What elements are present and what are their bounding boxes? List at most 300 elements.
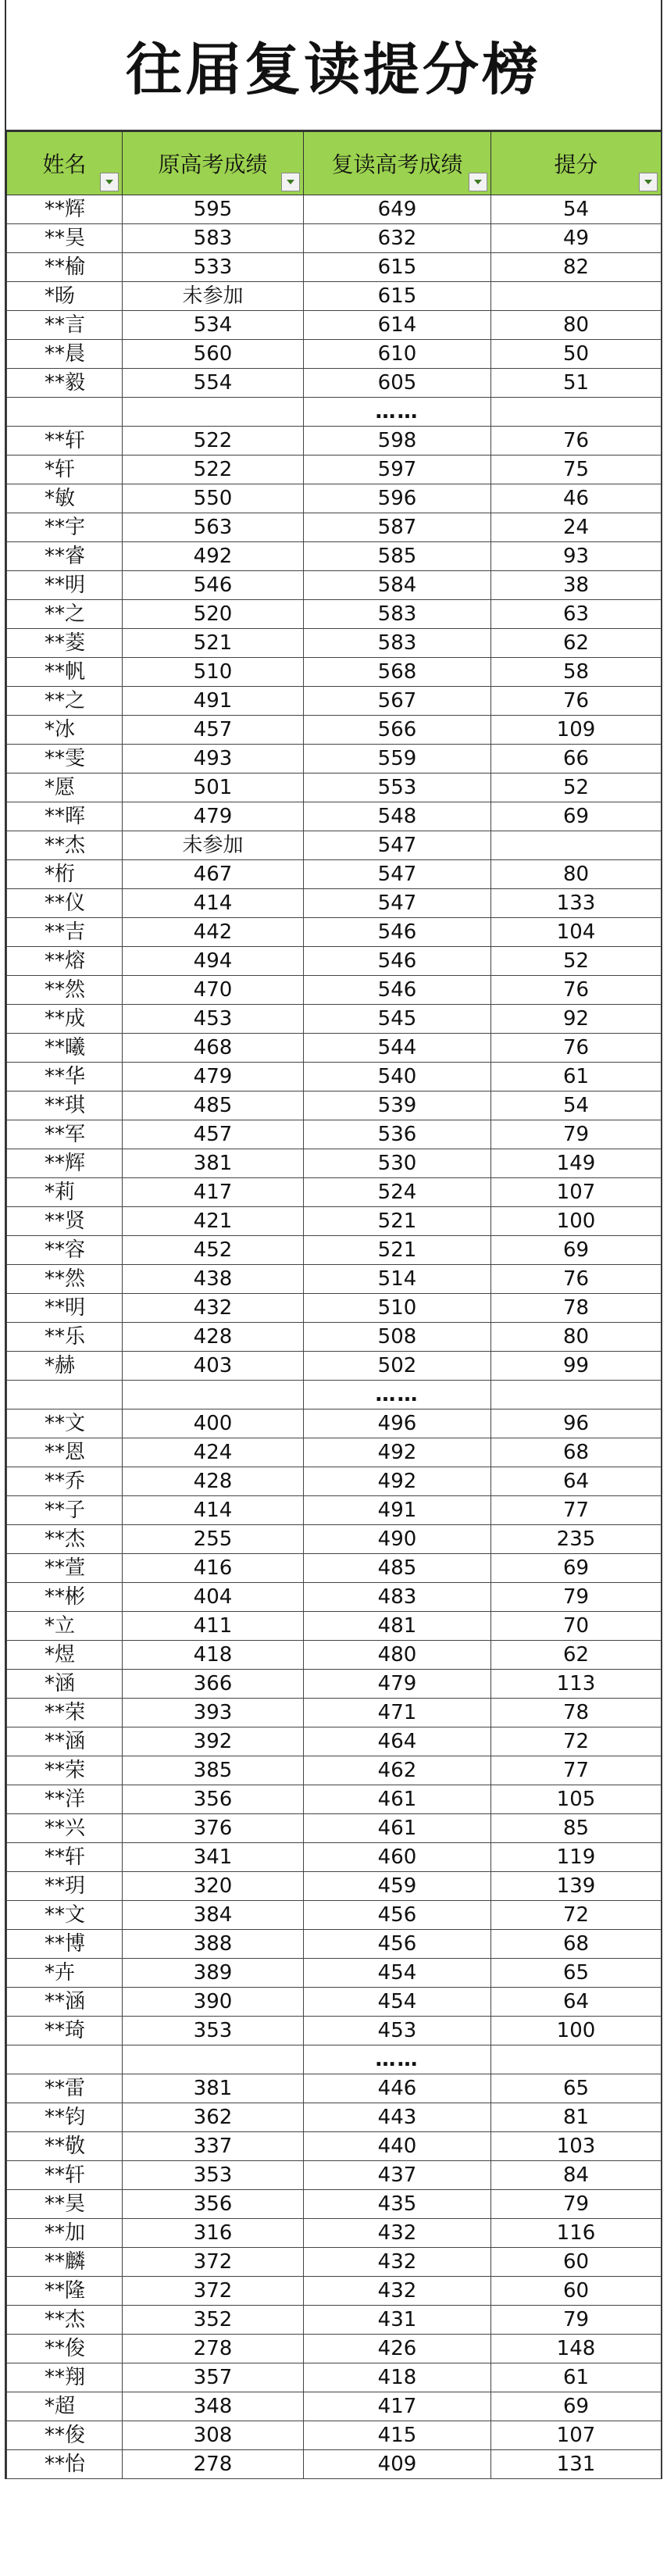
cell-name[interactable]: **毅: [7, 369, 123, 398]
cell-name[interactable]: **辉: [7, 195, 123, 224]
cell-retake-score[interactable]: 583: [304, 600, 491, 629]
cell-original-score[interactable]: 546: [123, 571, 304, 600]
cell-name[interactable]: *莉: [7, 1178, 123, 1207]
filter-dropdown-icon[interactable]: [100, 173, 119, 191]
cell-retake-score[interactable]: 454: [304, 1988, 491, 2017]
cell-original-score[interactable]: 479: [123, 1063, 304, 1091]
cell-improvement[interactable]: 139: [491, 1872, 662, 1901]
cell-retake-score[interactable]: 508: [304, 1323, 491, 1352]
cell-retake-score[interactable]: 559: [304, 745, 491, 774]
cell-retake-score[interactable]: 417: [304, 2392, 491, 2421]
cell-name[interactable]: *赫: [7, 1352, 123, 1381]
cell-improvement[interactable]: 72: [491, 1727, 662, 1756]
cell-improvement[interactable]: 52: [491, 774, 662, 802]
cell-retake-score[interactable]: 485: [304, 1554, 491, 1583]
cell-retake-score[interactable]: 432: [304, 2248, 491, 2277]
cell-improvement[interactable]: 46: [491, 484, 662, 513]
cell-name[interactable]: **彬: [7, 1583, 123, 1612]
cell-retake-score[interactable]: 548: [304, 802, 491, 831]
cell-original-score[interactable]: 356: [123, 2190, 304, 2219]
cell-improvement[interactable]: 54: [491, 1091, 662, 1120]
cell-improvement[interactable]: 149: [491, 1149, 662, 1178]
cell-name[interactable]: **加: [7, 2219, 123, 2248]
cell-improvement[interactable]: 72: [491, 1901, 662, 1930]
cell-original-score[interactable]: 453: [123, 1005, 304, 1034]
cell-improvement[interactable]: [491, 282, 662, 311]
cell-original-score[interactable]: 428: [123, 1323, 304, 1352]
cell-original-score[interactable]: 356: [123, 1785, 304, 1814]
cell-original-score[interactable]: 372: [123, 2277, 304, 2306]
cell-retake-score[interactable]: 418: [304, 2363, 491, 2392]
cell-improvement[interactable]: 69: [491, 1236, 662, 1265]
cell-original-score[interactable]: 432: [123, 1294, 304, 1323]
cell-name[interactable]: **洋: [7, 1785, 123, 1814]
cell-name[interactable]: **文: [7, 1409, 123, 1438]
cell-improvement[interactable]: 105: [491, 1785, 662, 1814]
cell-retake-score[interactable]: 546: [304, 976, 491, 1005]
cell-name[interactable]: **乔: [7, 1467, 123, 1496]
cell-retake-score[interactable]: 539: [304, 1091, 491, 1120]
cell-retake-score[interactable]: 479: [304, 1670, 491, 1699]
cell-original-score[interactable]: 560: [123, 340, 304, 369]
cell-retake-score[interactable]: 461: [304, 1814, 491, 1843]
cell-improvement[interactable]: 93: [491, 542, 662, 571]
filter-dropdown-icon[interactable]: [281, 173, 300, 191]
cell-name[interactable]: **之: [7, 600, 123, 629]
cell-retake-score[interactable]: 546: [304, 947, 491, 976]
cell-retake-score[interactable]: 568: [304, 658, 491, 687]
cell-retake-score[interactable]: 547: [304, 831, 491, 860]
cell-retake-score[interactable]: 553: [304, 774, 491, 802]
cell-improvement[interactable]: 79: [491, 2306, 662, 2335]
cell-original-score[interactable]: 421: [123, 1207, 304, 1236]
cell-name[interactable]: **明: [7, 571, 123, 600]
cell-retake-score[interactable]: 443: [304, 2103, 491, 2132]
cell-retake-score[interactable]: 544: [304, 1034, 491, 1063]
cell-name[interactable]: **仪: [7, 889, 123, 918]
cell-original-score[interactable]: 357: [123, 2363, 304, 2392]
cell-improvement[interactable]: 49: [491, 224, 662, 253]
cell-name[interactable]: **文: [7, 1901, 123, 1930]
cell-original-score[interactable]: 428: [123, 1467, 304, 1496]
cell-retake-score[interactable]: 584: [304, 571, 491, 600]
cell-retake-score[interactable]: 492: [304, 1467, 491, 1496]
cell-retake-score[interactable]: 490: [304, 1525, 491, 1554]
cell-name[interactable]: **睿: [7, 542, 123, 571]
cell-original-score[interactable]: 403: [123, 1352, 304, 1381]
cell-name[interactable]: *轩: [7, 456, 123, 484]
cell-retake-score[interactable]: 530: [304, 1149, 491, 1178]
cell-retake-score[interactable]: 409: [304, 2450, 491, 2479]
cell-original-score[interactable]: 424: [123, 1438, 304, 1467]
cell-original-score[interactable]: 522: [123, 427, 304, 456]
cell-name[interactable]: **吉: [7, 918, 123, 947]
cell-original-score[interactable]: 522: [123, 456, 304, 484]
cell-name[interactable]: **涵: [7, 1988, 123, 2017]
cell-original-score[interactable]: 457: [123, 716, 304, 745]
cell-name[interactable]: **曦: [7, 1034, 123, 1063]
cell-improvement[interactable]: 61: [491, 1063, 662, 1091]
cell-original-score[interactable]: 353: [123, 2161, 304, 2190]
cell-improvement[interactable]: 81: [491, 2103, 662, 2132]
cell-improvement[interactable]: 76: [491, 1265, 662, 1294]
cell-retake-score[interactable]: 547: [304, 860, 491, 889]
cell-original-score[interactable]: 479: [123, 802, 304, 831]
cell-name[interactable]: **明: [7, 1294, 123, 1323]
cell-improvement[interactable]: 99: [491, 1352, 662, 1381]
cell-name[interactable]: **博: [7, 1930, 123, 1959]
cell-retake-score[interactable]: 547: [304, 889, 491, 918]
cell-retake-score[interactable]: 459: [304, 1872, 491, 1901]
cell-name[interactable]: **菱: [7, 629, 123, 658]
cell-original-score[interactable]: 393: [123, 1699, 304, 1727]
cell-retake-score[interactable]: 521: [304, 1236, 491, 1265]
cell-original-score[interactable]: 404: [123, 1583, 304, 1612]
cell-original-score[interactable]: 510: [123, 658, 304, 687]
cell-improvement[interactable]: [491, 831, 662, 860]
cell-improvement[interactable]: 24: [491, 513, 662, 542]
cell-original-score[interactable]: 550: [123, 484, 304, 513]
cell-improvement[interactable]: 96: [491, 1409, 662, 1438]
cell-retake-score[interactable]: 566: [304, 716, 491, 745]
cell-improvement[interactable]: 80: [491, 860, 662, 889]
cell-original-score[interactable]: 372: [123, 2248, 304, 2277]
cell-retake-score[interactable]: 460: [304, 1843, 491, 1872]
cell-original-score[interactable]: 418: [123, 1641, 304, 1670]
cell-improvement[interactable]: 107: [491, 2421, 662, 2450]
cell-retake-score[interactable]: 605: [304, 369, 491, 398]
cell-improvement[interactable]: 84: [491, 2161, 662, 2190]
cell-original-score[interactable]: 381: [123, 2074, 304, 2103]
cell-improvement[interactable]: 116: [491, 2219, 662, 2248]
cell-improvement[interactable]: 133: [491, 889, 662, 918]
cell-retake-score[interactable]: 462: [304, 1756, 491, 1785]
cell-improvement[interactable]: 119: [491, 1843, 662, 1872]
cell-improvement[interactable]: 235: [491, 1525, 662, 1554]
cell-improvement[interactable]: 100: [491, 1207, 662, 1236]
cell-retake-score[interactable]: 426: [304, 2335, 491, 2363]
cell-name[interactable]: **军: [7, 1120, 123, 1149]
cell-name[interactable]: *卉: [7, 1959, 123, 1988]
cell-improvement[interactable]: 113: [491, 1670, 662, 1699]
cell-improvement[interactable]: 62: [491, 1641, 662, 1670]
cell-improvement[interactable]: [491, 398, 662, 427]
cell-improvement[interactable]: 63: [491, 600, 662, 629]
cell-name[interactable]: **然: [7, 1265, 123, 1294]
cell-name[interactable]: [7, 1381, 123, 1409]
cell-original-score[interactable]: 255: [123, 1525, 304, 1554]
cell-original-score[interactable]: 388: [123, 1930, 304, 1959]
cell-retake-score[interactable]: 453: [304, 2017, 491, 2045]
cell-retake-score[interactable]: 583: [304, 629, 491, 658]
cell-name[interactable]: **之: [7, 687, 123, 716]
cell-name[interactable]: **俊: [7, 2421, 123, 2450]
cell-original-score[interactable]: 390: [123, 1988, 304, 2017]
cell-original-score[interactable]: 362: [123, 2103, 304, 2132]
cell-name[interactable]: *超: [7, 2392, 123, 2421]
cell-retake-score[interactable]: 446: [304, 2074, 491, 2103]
cell-retake-score[interactable]: 546: [304, 918, 491, 947]
cell-name[interactable]: **晖: [7, 802, 123, 831]
cell-improvement[interactable]: 79: [491, 2190, 662, 2219]
cell-improvement[interactable]: 62: [491, 629, 662, 658]
cell-original-score[interactable]: 未参加: [123, 831, 304, 860]
cell-retake-score[interactable]: 587: [304, 513, 491, 542]
cell-improvement[interactable]: 50: [491, 340, 662, 369]
cell-original-score[interactable]: 278: [123, 2335, 304, 2363]
cell-retake-score[interactable]: 415: [304, 2421, 491, 2450]
cell-name[interactable]: **麟: [7, 2248, 123, 2277]
cell-retake-score[interactable]: 585: [304, 542, 491, 571]
cell-original-score[interactable]: 554: [123, 369, 304, 398]
cell-original-score[interactable]: 485: [123, 1091, 304, 1120]
cell-name[interactable]: **翔: [7, 2363, 123, 2392]
cell-retake-score[interactable]: 540: [304, 1063, 491, 1091]
cell-improvement[interactable]: 64: [491, 1988, 662, 2017]
cell-retake-score[interactable]: 491: [304, 1496, 491, 1525]
cell-retake-score[interactable]: ……: [304, 2045, 491, 2074]
cell-name[interactable]: **琪: [7, 1091, 123, 1120]
cell-original-score[interactable]: 366: [123, 1670, 304, 1699]
cell-improvement[interactable]: 76: [491, 976, 662, 1005]
cell-original-score[interactable]: 未参加: [123, 282, 304, 311]
cell-retake-score[interactable]: 456: [304, 1901, 491, 1930]
cell-retake-score[interactable]: 596: [304, 484, 491, 513]
cell-original-score[interactable]: 381: [123, 1149, 304, 1178]
cell-retake-score[interactable]: 536: [304, 1120, 491, 1149]
cell-improvement[interactable]: 51: [491, 369, 662, 398]
cell-name[interactable]: [7, 2045, 123, 2074]
cell-improvement[interactable]: 69: [491, 2392, 662, 2421]
cell-retake-score[interactable]: 437: [304, 2161, 491, 2190]
cell-original-score[interactable]: 563: [123, 513, 304, 542]
cell-improvement[interactable]: 66: [491, 745, 662, 774]
cell-improvement[interactable]: 100: [491, 2017, 662, 2045]
cell-improvement[interactable]: 58: [491, 658, 662, 687]
cell-improvement[interactable]: 68: [491, 1930, 662, 1959]
cell-original-score[interactable]: 316: [123, 2219, 304, 2248]
cell-original-score[interactable]: 520: [123, 600, 304, 629]
cell-original-score[interactable]: [123, 398, 304, 427]
cell-retake-score[interactable]: 432: [304, 2277, 491, 2306]
cell-retake-score[interactable]: ……: [304, 398, 491, 427]
cell-improvement[interactable]: [491, 1381, 662, 1409]
cell-original-score[interactable]: 470: [123, 976, 304, 1005]
cell-name[interactable]: *旸: [7, 282, 123, 311]
cell-improvement[interactable]: 148: [491, 2335, 662, 2363]
cell-retake-score[interactable]: 524: [304, 1178, 491, 1207]
cell-original-score[interactable]: 384: [123, 1901, 304, 1930]
cell-name[interactable]: **杰: [7, 2306, 123, 2335]
cell-original-score[interactable]: 392: [123, 1727, 304, 1756]
cell-name[interactable]: **钧: [7, 2103, 123, 2132]
cell-original-score[interactable]: 278: [123, 2450, 304, 2479]
cell-improvement[interactable]: 78: [491, 1294, 662, 1323]
cell-improvement[interactable]: 76: [491, 687, 662, 716]
cell-name[interactable]: **兴: [7, 1814, 123, 1843]
cell-retake-score[interactable]: 432: [304, 2219, 491, 2248]
cell-retake-score[interactable]: 440: [304, 2132, 491, 2161]
cell-original-score[interactable]: 492: [123, 542, 304, 571]
cell-name[interactable]: **杰: [7, 1525, 123, 1554]
cell-name[interactable]: **熔: [7, 947, 123, 976]
cell-improvement[interactable]: 60: [491, 2248, 662, 2277]
cell-name[interactable]: **乐: [7, 1323, 123, 1352]
cell-original-score[interactable]: 494: [123, 947, 304, 976]
cell-original-score[interactable]: 416: [123, 1554, 304, 1583]
cell-retake-score[interactable]: 502: [304, 1352, 491, 1381]
cell-improvement[interactable]: 103: [491, 2132, 662, 2161]
cell-improvement[interactable]: 80: [491, 1323, 662, 1352]
cell-retake-score[interactable]: 496: [304, 1409, 491, 1438]
cell-original-score[interactable]: [123, 2045, 304, 2074]
cell-original-score[interactable]: 468: [123, 1034, 304, 1063]
cell-improvement[interactable]: 65: [491, 1959, 662, 1988]
cell-retake-score[interactable]: 649: [304, 195, 491, 224]
cell-improvement[interactable]: 107: [491, 1178, 662, 1207]
cell-original-score[interactable]: 337: [123, 2132, 304, 2161]
cell-improvement[interactable]: 79: [491, 1583, 662, 1612]
cell-name[interactable]: **榆: [7, 253, 123, 282]
cell-original-score[interactable]: 595: [123, 195, 304, 224]
cell-name[interactable]: **贤: [7, 1207, 123, 1236]
cell-original-score[interactable]: 493: [123, 745, 304, 774]
cell-name[interactable]: **宇: [7, 513, 123, 542]
cell-improvement[interactable]: 70: [491, 1612, 662, 1641]
cell-original-score[interactable]: 414: [123, 1496, 304, 1525]
cell-name[interactable]: **辉: [7, 1149, 123, 1178]
cell-name[interactable]: **容: [7, 1236, 123, 1265]
cell-name[interactable]: *涵: [7, 1670, 123, 1699]
cell-name[interactable]: **子: [7, 1496, 123, 1525]
cell-original-score[interactable]: 533: [123, 253, 304, 282]
cell-name[interactable]: **隆: [7, 2277, 123, 2306]
cell-improvement[interactable]: 92: [491, 1005, 662, 1034]
cell-retake-score[interactable]: 464: [304, 1727, 491, 1756]
cell-retake-score[interactable]: 456: [304, 1930, 491, 1959]
cell-name[interactable]: *立: [7, 1612, 123, 1641]
cell-name[interactable]: *桁: [7, 860, 123, 889]
cell-improvement[interactable]: 38: [491, 571, 662, 600]
filter-dropdown-icon[interactable]: [469, 173, 487, 191]
cell-name[interactable]: **华: [7, 1063, 123, 1091]
cell-retake-score[interactable]: 610: [304, 340, 491, 369]
cell-improvement[interactable]: 109: [491, 716, 662, 745]
cell-name[interactable]: **昊: [7, 2190, 123, 2219]
cell-name[interactable]: **昊: [7, 224, 123, 253]
cell-improvement[interactable]: [491, 2045, 662, 2074]
cell-original-score[interactable]: 452: [123, 1236, 304, 1265]
cell-name[interactable]: **轩: [7, 2161, 123, 2190]
cell-name[interactable]: **怡: [7, 2450, 123, 2479]
cell-name[interactable]: **玥: [7, 1872, 123, 1901]
cell-name[interactable]: **晨: [7, 340, 123, 369]
cell-original-score[interactable]: 417: [123, 1178, 304, 1207]
cell-improvement[interactable]: 54: [491, 195, 662, 224]
cell-retake-score[interactable]: 492: [304, 1438, 491, 1467]
cell-improvement[interactable]: 77: [491, 1496, 662, 1525]
cell-retake-score[interactable]: 461: [304, 1785, 491, 1814]
cell-original-score[interactable]: 534: [123, 311, 304, 340]
cell-original-score[interactable]: 521: [123, 629, 304, 658]
cell-improvement[interactable]: 104: [491, 918, 662, 947]
cell-name[interactable]: **成: [7, 1005, 123, 1034]
cell-original-score[interactable]: 411: [123, 1612, 304, 1641]
cell-original-score[interactable]: 501: [123, 774, 304, 802]
cell-original-score[interactable]: 308: [123, 2421, 304, 2450]
cell-original-score[interactable]: 491: [123, 687, 304, 716]
cell-improvement[interactable]: 61: [491, 2363, 662, 2392]
cell-improvement[interactable]: 77: [491, 1756, 662, 1785]
cell-original-score[interactable]: 457: [123, 1120, 304, 1149]
filter-dropdown-icon[interactable]: [639, 173, 658, 191]
cell-retake-score[interactable]: 615: [304, 253, 491, 282]
cell-original-score[interactable]: 348: [123, 2392, 304, 2421]
cell-name[interactable]: **然: [7, 976, 123, 1005]
cell-original-score[interactable]: 583: [123, 224, 304, 253]
cell-original-score[interactable]: 400: [123, 1409, 304, 1438]
cell-improvement[interactable]: 52: [491, 947, 662, 976]
cell-improvement[interactable]: 131: [491, 2450, 662, 2479]
cell-retake-score[interactable]: 510: [304, 1294, 491, 1323]
cell-improvement[interactable]: 64: [491, 1467, 662, 1496]
cell-name[interactable]: **杰: [7, 831, 123, 860]
cell-name[interactable]: **琦: [7, 2017, 123, 2045]
cell-name[interactable]: **恩: [7, 1438, 123, 1467]
cell-improvement[interactable]: 68: [491, 1438, 662, 1467]
cell-improvement[interactable]: 60: [491, 2277, 662, 2306]
cell-retake-score[interactable]: 431: [304, 2306, 491, 2335]
cell-improvement[interactable]: 78: [491, 1699, 662, 1727]
cell-retake-score[interactable]: 481: [304, 1612, 491, 1641]
cell-retake-score[interactable]: 435: [304, 2190, 491, 2219]
cell-improvement[interactable]: 65: [491, 2074, 662, 2103]
cell-retake-score[interactable]: 454: [304, 1959, 491, 1988]
cell-name[interactable]: **萱: [7, 1554, 123, 1583]
cell-original-score[interactable]: 414: [123, 889, 304, 918]
cell-improvement[interactable]: 76: [491, 427, 662, 456]
cell-name[interactable]: *愿: [7, 774, 123, 802]
cell-retake-score[interactable]: 521: [304, 1207, 491, 1236]
cell-retake-score[interactable]: 514: [304, 1265, 491, 1294]
cell-original-score[interactable]: 385: [123, 1756, 304, 1785]
cell-name[interactable]: *冰: [7, 716, 123, 745]
cell-improvement[interactable]: 69: [491, 802, 662, 831]
cell-name[interactable]: *煜: [7, 1641, 123, 1670]
cell-original-score[interactable]: 353: [123, 2017, 304, 2045]
cell-name[interactable]: **雷: [7, 2074, 123, 2103]
cell-retake-score[interactable]: 597: [304, 456, 491, 484]
cell-retake-score[interactable]: 483: [304, 1583, 491, 1612]
cell-name[interactable]: **帆: [7, 658, 123, 687]
cell-retake-score[interactable]: 480: [304, 1641, 491, 1670]
cell-original-score[interactable]: 352: [123, 2306, 304, 2335]
cell-original-score[interactable]: 341: [123, 1843, 304, 1872]
cell-retake-score[interactable]: 615: [304, 282, 491, 311]
cell-original-score[interactable]: 376: [123, 1814, 304, 1843]
cell-name[interactable]: **荣: [7, 1699, 123, 1727]
cell-name[interactable]: **雯: [7, 745, 123, 774]
cell-improvement[interactable]: 76: [491, 1034, 662, 1063]
cell-retake-score[interactable]: ……: [304, 1381, 491, 1409]
cell-retake-score[interactable]: 614: [304, 311, 491, 340]
cell-retake-score[interactable]: 598: [304, 427, 491, 456]
cell-original-score[interactable]: [123, 1381, 304, 1409]
cell-improvement[interactable]: 80: [491, 311, 662, 340]
cell-name[interactable]: **敬: [7, 2132, 123, 2161]
cell-name[interactable]: **言: [7, 311, 123, 340]
cell-improvement[interactable]: 69: [491, 1554, 662, 1583]
